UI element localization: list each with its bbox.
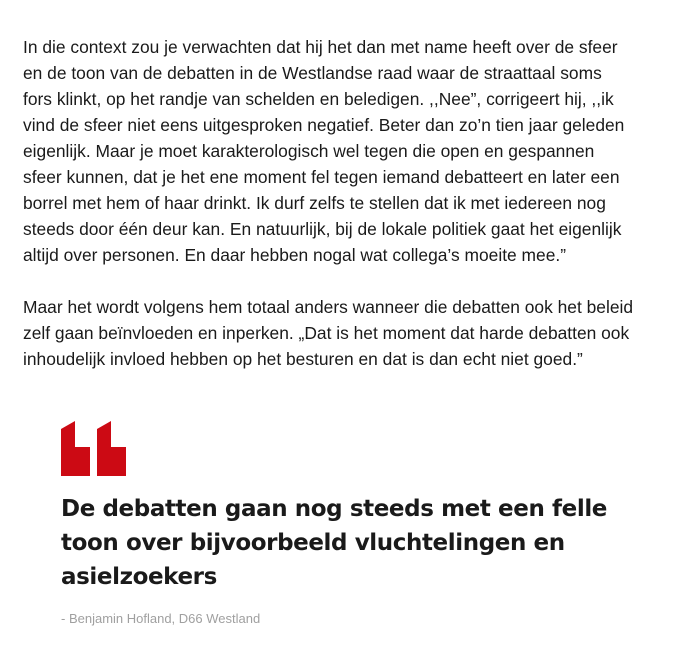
article-body [23, 34, 659, 398]
pull-quote [61, 421, 641, 628]
article-paragraph: In die context zou je verwachten dat hij het dan met name heeft over de sfeer en de toon van de debatten in de Westlandse raad waar de straattaal soms fors klinkt, op het randje van schelden en beledigen. ,,Nee”, corrigeert hij, ,,ik vind de sfeer niet eens uitgesproken negatief. Beter dan zo’n tien jaar geleden eigenlijk. Maar je moet karakterologisch wel tegen die open en gespannen sfeer kunnen, dat je het ene moment fel tegen iemand debatteert en later een borrel met hem of haar drinkt. Ik durf zelfs te stellen dat ik met iedereen nog steeds door één deur kan. En natuurlijk, bij de lokale politiek gaat het eigenlijk altijd over personen. En daar hebben nogal wat collega’s moeite mee.” [23, 37, 625, 265]
quote-text: De debatten gaan nog steeds met een felle toon over bijvoorbeeld vluchtelingen en asielzoekers [61, 496, 608, 590]
quote-source: - Benjamin Hofland, D66 Westland [61, 611, 261, 626]
quote-mark-left [61, 421, 90, 476]
quote-mark-right [97, 421, 126, 476]
article-paragraph: Maar het wordt volgens hem totaal anders wanneer die debatten ook het beleid zelf gaan beïnvloeden en inperken. „Dat is het moment dat harde debatten ook inhoudelijk invloed hebben op het besturen en dat is dan echt niet goed.” [23, 297, 634, 369]
quote-icon [61, 421, 127, 476]
